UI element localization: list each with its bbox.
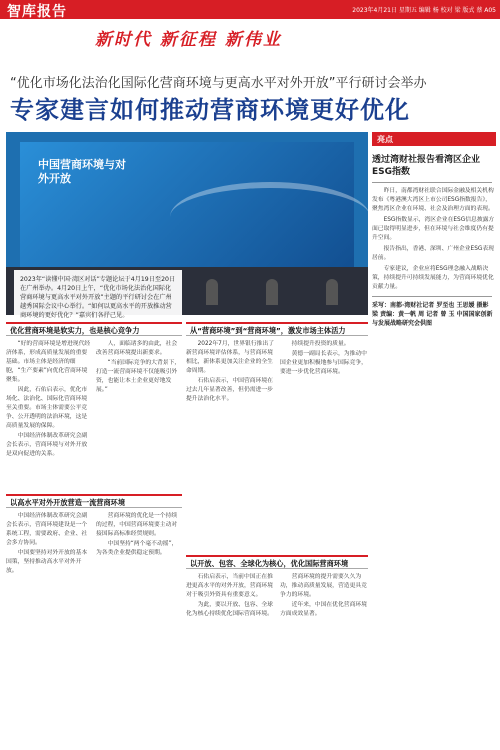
byline: 采写：南都·湾财社记者 罗至也 王思媛 摄影 梁 责编：黄一帆 周 记者 曾 玉 中国国家创新与发展战略研究会供图 xyxy=(372,302,493,327)
speaker-figure xyxy=(266,279,278,305)
paragraph: 营商环境的优化是一个持续的过程，中国营商环境要主动对接国际高标准经贸规则。 xyxy=(96,513,178,537)
headline: 专家建言如何推动营商环境更好优化 xyxy=(10,96,410,124)
paragraph: 持续提升投资的质量。 xyxy=(291,341,350,347)
paragraph: 近年来，中国在优化营商环境方面成效显著。 xyxy=(280,602,367,617)
paragraph: 石佑启表示，当前中国正在推进更高水平的对外开放，营商环境对于吸引外资具有重要意义。 xyxy=(186,574,273,598)
divider xyxy=(372,182,492,183)
article-column xyxy=(280,573,368,746)
paragraph: 中国坚持“两个毫不动摇”，为各类企业提供稳定预期。 xyxy=(96,541,178,556)
highlight-paragraph: 专家建议，企业应将ESG理念融入战略决策，持续提升可持续发展能力，为营商环境优化贡献力量。 xyxy=(372,266,494,290)
highlight-paragraph: 昨日，南都湾财社联合国际金融及相关机构发布《粤港澳大湾区上市公司ESG指数报告》，聚焦湾区企业在环境、社会及治理方面的表现。 xyxy=(372,188,494,212)
paragraph: 为此，要以开放、包容、全球化为核心持续优化国际营商环境。 xyxy=(186,602,273,617)
photo-caption-box: 2023年“读懂中国·湾区对话”专题论坛于4月19日至20日在广州举办。4月20日上午，“优化市场化法治化国际化营商环境与更高水平对外开放”主题的平行研讨会在广州越秀国际会议中心举行。“如何以更高水平的开放推动营商环境的更好优化？”嘉宾们各抒己见。 xyxy=(14,270,182,325)
paragraph: 2022年7月，世界银行推出了新营商环境评估体系，与营商环境相比，新体系更加关注企业的全生命周期。 xyxy=(186,341,275,374)
photo-caption: 南都湾财社在“读懂中国”专题论坛发布湾区企业ESG指数报告。 xyxy=(188,435,357,442)
masthead-info: 2023年4月21日 星期五 编辑 杨 校对 梁 版式 蔡 A05 xyxy=(352,7,496,14)
highlight-paragraph: 报告指出，香港、深圳、广州企业ESG表现居前。 xyxy=(372,246,494,261)
screen-decoration xyxy=(170,182,370,252)
paragraph: “好的营商环境是增进现代经济体系，形成高质量发展的重要基础。市场主体是经济的细胞，“生产要素”向优化营商环境聚集。 xyxy=(6,341,91,383)
paragraph: 中国经济体制改革研究会副会长表示，营商环境建设是一个系统工程，需要政府、企业、社会多方协同。 xyxy=(6,513,88,546)
masthead-title: 智库报告 xyxy=(7,4,67,20)
section-heading: 从“营商环境”到“营商环境”，激发市场主体活力 xyxy=(186,322,368,336)
article-column xyxy=(96,512,182,746)
section-heading: 以高水平对外开放营造一流营商环境 xyxy=(6,494,182,508)
highlight-paragraph: ESG指数显示，湾区企业在ESG信息披露方面已取得明显进步，但在环境与社会维度仍有提升空间。 xyxy=(372,217,495,241)
article-column xyxy=(6,512,92,746)
highlight-title: 透过湾财社报告看湾区企业ESG指数 xyxy=(372,155,481,177)
masthead xyxy=(0,0,500,19)
paragraph: 因此，石佑启表示，优化市场化、法治化、国际化营商环境至关重要。市场主体需要公平竞争、公开透明的法治环境，这是高质量发展的保障。 xyxy=(6,387,88,429)
sidebar-highlight xyxy=(372,132,496,328)
slogan: 新时代 新征程 新伟业 xyxy=(95,30,282,50)
article-column xyxy=(186,573,274,746)
speaker-figure xyxy=(206,279,218,305)
article-column xyxy=(280,340,368,550)
paragraph: 人，面临诸多的由此，社会改善营商环境提出新要求。 xyxy=(96,341,178,356)
paragraph: 黄德一副局长表示，为推动中国企业更加积极地参与国际竞争，要进一步优化营商环境。 xyxy=(280,351,367,375)
stage-screen xyxy=(20,142,354,267)
section-heading: 优化营商环境是软实力，也是核心竞争力 xyxy=(6,322,182,336)
paragraph: “当前国际竞争的大背景下，打造一流营商环境不仅能吸引外资，也能让本土企业更好地发展。” xyxy=(96,360,181,393)
section-heading: 以开放、包容、全球化为核心，优化国际营商环境 xyxy=(186,555,368,569)
paragraph: 中国经济体制改革研究会副会长表示，营商环境与对外开放是双向促进的关系。 xyxy=(6,433,88,457)
paragraph: 石佑启表示，中国营商环境在过去几年显著改善，但仍需进一步提升法治化水平。 xyxy=(186,378,273,402)
article-column xyxy=(186,340,274,550)
article-column xyxy=(96,340,182,490)
paragraph: 营商环境的提升需要久久为功，推动高质量发展，营造更具竞争力的环境。 xyxy=(280,574,367,598)
divider xyxy=(372,296,492,297)
kicker: “优化市场化法治化国际化营商环境与更高水平对外开放”平行研讨会举办 xyxy=(10,76,427,91)
screen-text: 中国营商环境与对外开放 xyxy=(38,158,126,185)
speaker-figure xyxy=(326,279,338,305)
paragraph: 中国要坚持对外开放的基本国策，坚持推动高水平对外开放。 xyxy=(6,550,88,574)
highlight-label: 亮点 xyxy=(372,132,496,146)
article-column xyxy=(6,340,92,490)
